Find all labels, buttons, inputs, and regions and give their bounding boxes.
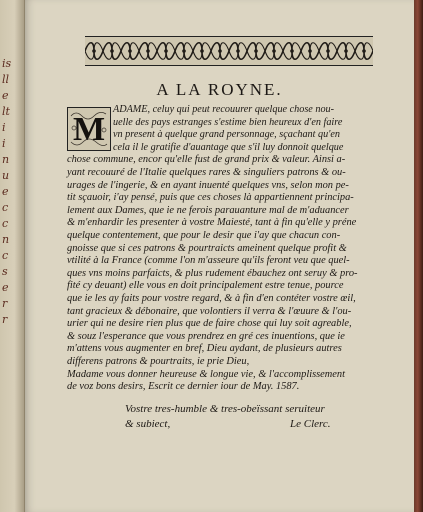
- body-text-line: gnoisse que si ces patrons & pourtraicts ameinent quelque profit &: [67, 242, 347, 254]
- signature-line-2: & subiect,: [125, 418, 171, 430]
- body-text-line: de voz bons desirs, Escrit ce dernier iour de May. 1587.: [67, 381, 300, 393]
- previous-page-glyph: e: [2, 281, 9, 294]
- body-text-line: uelle des pays estranges s'estime bien heureux d'en faire: [113, 116, 343, 128]
- previous-page-glyph: i: [2, 121, 6, 134]
- previous-page-glyph: ll: [2, 73, 10, 86]
- previous-page-glyph: r: [2, 297, 8, 310]
- body-text-line: quelque contentement, que pour le desir que i'ay que chacun con-: [67, 230, 341, 241]
- body-text-line: vtilité à la France (comme l'on m'asseure qu'ils feront veu que quel-: [67, 255, 350, 267]
- body-text-line: ques vns moins parfaicts, & plus rudement ébauchez ont seruy & pro-: [67, 267, 358, 279]
- body-text-line: urier qui ne desire rien plus que de faire chose qui luy soit agreable,: [67, 318, 352, 330]
- book-binding-edge: [414, 0, 423, 512]
- previous-page-edge: [0, 0, 25, 512]
- body-text-line: cela il le gratifie d'auantage que s'il luy donnoit quelque: [113, 141, 344, 153]
- body-text-line: que ie les ay faits pour vostre regard, & à fin d'en contéter vostre œil,: [67, 293, 356, 304]
- body-text-line: yant recouuré de l'Italie quelques rares & singuliers patrons & ou-: [67, 167, 346, 178]
- body-text-line: Madame vous donner heureuse & longue vie, & l'accomplissement: [67, 368, 345, 380]
- drop-cap-letter: M: [72, 111, 106, 148]
- dedication-heading: A LA ROYNE.: [156, 80, 283, 99]
- main-page: [25, 0, 414, 512]
- previous-page-glyph: e: [2, 89, 9, 102]
- previous-page-glyph: n: [2, 153, 10, 166]
- body-text-line: urages de l'ingerie, & en ayant inuenté quelques vns, selon mon pe-: [67, 179, 349, 191]
- ornamental-header-band: [85, 36, 373, 66]
- previous-page-glyph: r: [2, 313, 8, 326]
- decorated-drop-cap: [67, 107, 111, 151]
- previous-page-glyph: lt: [2, 105, 10, 118]
- previous-page-glyph: c: [2, 249, 9, 262]
- previous-page-glyph: n: [2, 233, 10, 246]
- body-text-line: & souz l'esperance que vous prendrez en gré ces inuentions, que ie: [67, 330, 345, 342]
- body-text-line: chose commune, encor qu'elle fust de grand prix & valeur. Ainsi a-: [67, 154, 346, 166]
- body-text-line: vn present à quelque grand personnage, sçachant qu'en: [113, 129, 341, 141]
- body-text-line: differens patrons & pourtraits, ie prie Dieu,: [67, 356, 250, 367]
- signature-name: Le Clerc.: [290, 418, 331, 430]
- body-text-line: ADAME, celuy qui peut recouurer quelque chose nou-: [113, 104, 335, 115]
- previous-page-glyph: i: [2, 137, 6, 150]
- body-text-line: tit sçauoir, i'ay pensé, puis que ces choses là appartiennent principa-: [67, 192, 354, 204]
- previous-page-glyph: is: [2, 57, 12, 70]
- body-text-line: lement aux Dames, que ie ne ferois parauanture mal de m'aduancer: [67, 204, 349, 216]
- previous-page-glyph: s: [2, 265, 8, 278]
- body-text-line: tant gracieux & débonaire, que volontiers il verra & l'œuure & l'ou-: [67, 305, 352, 317]
- previous-page-glyph: c: [2, 217, 9, 230]
- body-text-line: fité cy deuant) elle vous en doit principalement estre tenue, pource: [67, 280, 344, 292]
- previous-page-glyph: e: [2, 185, 9, 198]
- previous-page-glyph: u: [2, 169, 10, 182]
- signature-line-1: Vostre tres-humble & tres-obeïssant seruiteur: [125, 403, 325, 415]
- previous-page-glyph: c: [2, 201, 9, 214]
- body-text-line: & m'enhardir les presenter à vostre Maiesté, tant à fin qu'elle y préne: [67, 217, 357, 229]
- body-text-line: m'attens vous augmenter en bref, Dieu aydant, de plusieurs autres: [67, 343, 342, 355]
